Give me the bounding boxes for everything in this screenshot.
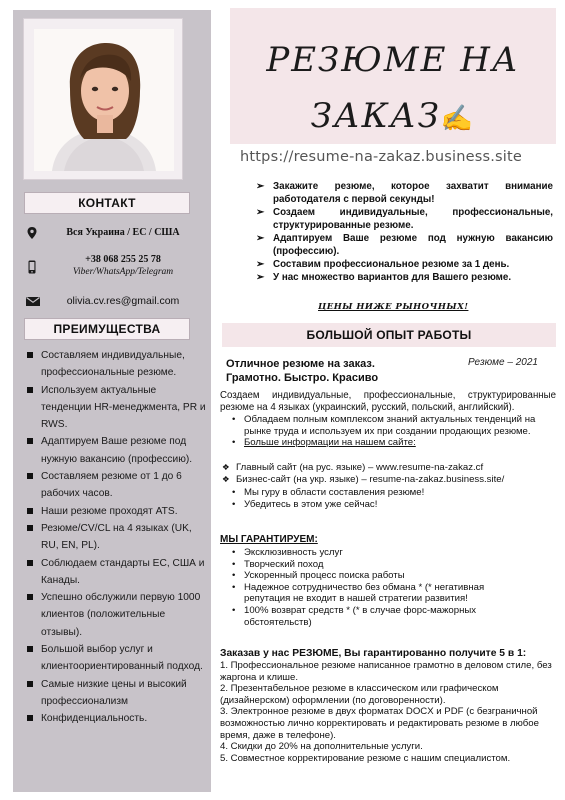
contact-heading: КОНТАКТ <box>24 192 190 214</box>
profile-photo-image <box>34 29 174 171</box>
location-pin-icon <box>25 226 39 240</box>
advantage-item: Используем актуальные тенденции HR-менеджмента, PR и RWS. <box>27 382 207 434</box>
page-title-word: ЗАКАЗ <box>310 96 441 136</box>
advantage-item: Самые низкие цены и высокий профессионализм <box>27 676 207 711</box>
order-item: 2. Презентабельное резюме в классическом или графическом (дизайнерском) оформлении (по договоренности). <box>220 683 499 706</box>
experience-bullet: • Убедитесь в этом уже сейчас! <box>232 499 552 511</box>
experience-title-line2: Грамотно. Быстро. Красиво <box>226 372 379 384</box>
writing-hand-icon: ✍ <box>440 104 476 134</box>
envelope-icon <box>25 294 41 308</box>
experience-bullet: • Мы гуру в области составления резюме! <box>232 487 552 499</box>
advantage-item: Адаптируем Ваше резюме под нужную вакансию (профессию). <box>27 433 207 468</box>
order-item: 5. Совместное корректирование резюме с нашим специалистом. <box>220 752 511 764</box>
guarantee-item: • Творческий поход <box>232 559 532 571</box>
experience-heading: БОЛЬШОЙ ОПЫТ РАБОТЫ <box>222 323 556 347</box>
guarantee-item: • Ускоренный процесс поиска работы <box>232 570 532 582</box>
guarantee-item: • Эксклюзивность услуг <box>232 547 532 559</box>
guarantees-list <box>232 547 532 628</box>
experience-title-line1: Отличное резюме на заказ. <box>226 358 375 370</box>
offer-item: ➢ Составим профессиональное резюме за 1 день. <box>259 258 553 271</box>
offer-item: ➢ Адаптируем Ваше резюме под нужную вакансию (профессию). <box>259 232 553 258</box>
order-item: 3. Электронное резюме в двух форматах DOCX и PDF (с безграничной возможностью лично корректировать и редактировать резюме в любое время, даже в телефоне). <box>220 706 539 741</box>
profile-photo <box>34 29 174 171</box>
page-title-line1: РЕЗЮМЕ НА <box>266 40 520 80</box>
phone-row <box>25 254 205 286</box>
location-row <box>25 226 205 242</box>
advantage-item: Наши резюме проходят ATS. <box>27 503 207 520</box>
email-row <box>25 294 205 310</box>
experience-bullet: • Обладаем полным комплексом знаний актуальных тенденций на рынке труда и используем их при создании продающих резюме. <box>232 414 552 437</box>
advantage-item: Соблюдаем стандарты ЕС, США и Канады. <box>27 555 207 590</box>
guarantee-item: • 100% возврат средств * (* в случае форс-мажорных обстоятельств) <box>232 605 532 628</box>
more-info-link: • Больше информации на нашем сайте: <box>232 437 552 449</box>
experience-title <box>226 357 378 385</box>
order-heading: Заказав у нас РЕЗЮМЕ, Вы гарантированно получите 5 в 1: <box>220 648 527 659</box>
experience-bullets <box>232 414 552 449</box>
phone-number[interactable]: +38 068 255 25 78 <box>85 254 161 265</box>
page-title-line2 <box>230 96 556 136</box>
advantages-heading: ПРЕИМУЩЕСТВА <box>24 318 190 340</box>
title-banner <box>230 8 556 144</box>
site-business[interactable]: ❖ Бизнес-сайт (на укр. языке) – resume-na-zakaz.business.site/ <box>224 474 556 486</box>
advantage-item: Успешно обслужили первую 1000 клиентов (положительные отзывы). <box>27 589 207 641</box>
experience-date: Резюме – 2021 <box>468 357 538 368</box>
site-main[interactable]: ❖ Главный сайт (на рус. языке) – www.resume-na-zakaz.cf <box>224 462 556 474</box>
advantage-item: Конфиденциальность. <box>27 710 207 727</box>
prices-note: ЦЕНЫ НИЖЕ РЫНОЧНЫХ! <box>318 302 469 312</box>
order-item: 1. Профессиональное резюме написанное грамотно в деловом стиле, без жаргона и клише. <box>220 660 552 683</box>
phone-messengers: Viber/WhatsApp/Telegram <box>72 267 174 277</box>
order-item: 4. Скидки до 20% на дополнительные услуги. <box>220 741 423 753</box>
photo-frame <box>23 18 183 180</box>
advantage-item: Составляем индивидуальные, профессиональные резюме. <box>27 347 207 382</box>
location-text: Вся Украина / ЕС / США <box>66 227 180 238</box>
order-list <box>220 660 556 764</box>
sites-list <box>224 462 556 485</box>
advantage-item: Составляем резюме от 1 до 6 рабочих часов. <box>27 468 207 503</box>
guarantees-heading: МЫ ГАРАНТИРУЕМ: <box>220 534 318 545</box>
advantage-item: Резюме/CV/CL на 4 языках (UK, RU, EN, PL). <box>27 520 207 555</box>
experience-description: Создаем индивидуальные, профессиональные, структурированные резюме на 4 языках (украинский, русский, польский, английский). <box>220 390 556 413</box>
website-url[interactable]: https://resume-na-zakaz.business.site <box>240 149 523 165</box>
advantage-item: Большой выбор услуг и клиентоориентированный подход. <box>27 641 207 676</box>
offer-item: ➢ У нас множество вариантов для Вашего резюме. <box>259 271 553 284</box>
guarantee-item: • Надежное сотрудничество без обмана * (* негативная репутация не входит в нашей стратегии развития! <box>232 582 532 605</box>
advantages-list <box>27 347 207 728</box>
offer-item: ➢ Создаем индивидуальные, профессиональные, структурированные резюме. <box>259 206 553 232</box>
email-address[interactable]: olivia.cv.res@gmail.com <box>66 295 180 307</box>
offers-list <box>259 180 553 284</box>
phone-icon <box>25 260 39 274</box>
offer-item: ➢ Закажите резюме, которое захватит внимание работодателя с первой секунды! <box>259 180 553 206</box>
experience-bullets-2 <box>232 487 552 510</box>
